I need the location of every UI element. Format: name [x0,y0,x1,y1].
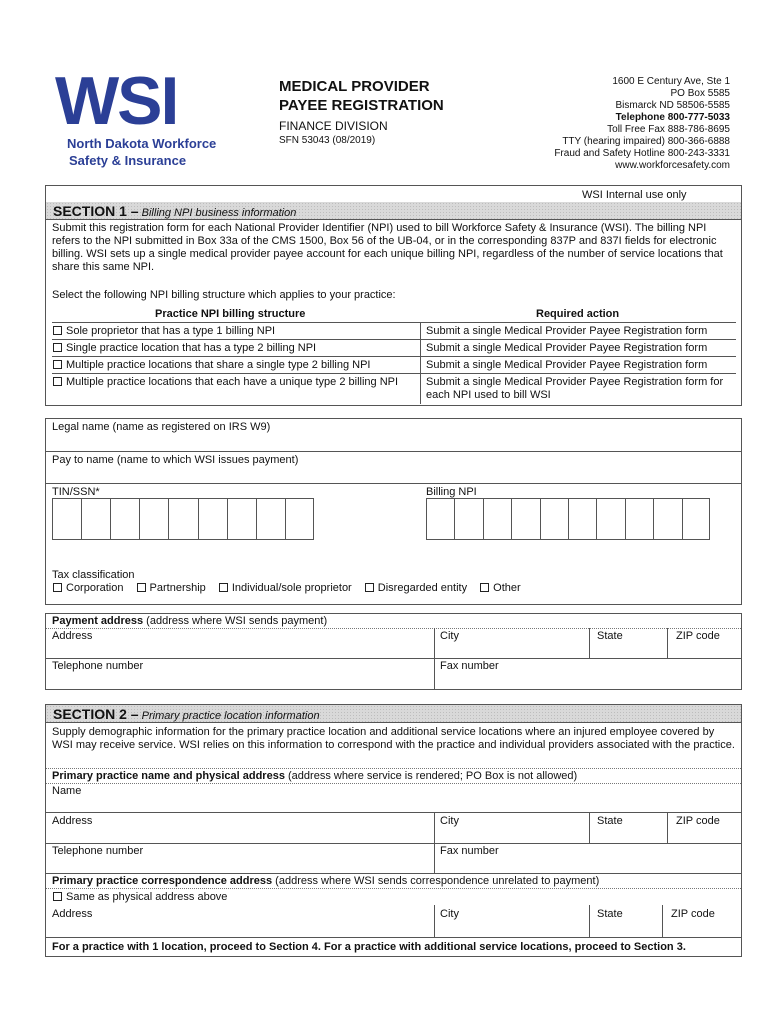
tax-option-individual[interactable] [219,582,352,594]
billing-npi-label: Billing NPI [426,486,477,498]
section2-title: SECTION 2 – [53,706,139,722]
payment-zip-label: ZIP code [676,630,720,642]
digit-cell-divider [285,498,286,540]
physical-address-heading [52,770,577,782]
payment-city-input[interactable] [435,644,589,658]
logo-subtitle-2: Safety & Insurance [69,153,187,168]
tax-option-corporation[interactable] [53,582,123,594]
correspondence-zip-label: ZIP code [671,908,715,920]
digit-cell-divider [198,498,199,540]
tax-option-disregarded[interactable] [365,582,467,594]
structure-option-multiple-shared[interactable] [53,359,371,371]
logo-wordmark: WSI [55,63,178,139]
physical-state-input[interactable] [590,829,667,843]
digit-cell-divider [483,498,484,540]
option-label: Sole proprietor that has a type 1 billing NPI [66,325,276,337]
pay-to-name-label: Pay to name (name to which WSI issues payment) [52,454,299,466]
legal-name-input[interactable] [46,435,741,451]
section1-subtitle: Billing NPI business information [141,207,297,219]
payment-address-label: Address [52,630,93,642]
address-line: PO Box 5585 [670,88,730,99]
checkbox[interactable] [365,583,374,592]
physical-address-desc: (address where service is rendered; PO Box is not allowed) [288,770,578,782]
option-label: Partnership [149,582,206,594]
payment-state-input[interactable] [590,644,667,658]
correspondence-address-heading [52,875,599,887]
section2-heading [53,706,320,722]
payment-address-desc: (address where WSI sends payment) [146,615,328,627]
tax-option-other[interactable] [480,582,521,594]
digit-cell-divider [168,498,169,540]
digit-cell-divider [568,498,569,540]
payment-fax-input[interactable] [435,674,741,689]
logo-subtitle-1: North Dakota Workforce [67,136,217,151]
physical-zip-label: ZIP code [676,815,720,827]
structure-option-multiple-unique[interactable] [53,376,398,388]
checkbox[interactable] [219,583,228,592]
structure-option-sole-proprietor[interactable] [53,325,275,337]
section1-heading [53,203,296,219]
digit-cell-divider [139,498,140,540]
physical-city-label: City [440,815,459,827]
payment-fax-label: Fax number [440,660,499,672]
title-line-1: MEDICAL PROVIDER [279,78,430,95]
option-label: Single practice location that has a type 2 billing NPI [66,342,317,354]
internal-use-label: WSI Internal use only [582,189,687,201]
option-label: Same as physical address above [66,891,228,903]
checkbox[interactable] [53,377,62,386]
legal-name-label: Legal name (name as registered on IRS W9) [52,421,271,433]
physical-fax-label: Fax number [440,845,499,857]
payment-state-label: State [597,630,623,642]
option-label: Multiple practice locations that share a single type 2 billing NPI [66,359,371,371]
form-title [279,77,444,147]
payment-address-bold: Payment address [52,615,144,627]
payment-city-label: City [440,630,459,642]
payment-zip-input[interactable] [668,644,741,658]
correspondence-address-input[interactable] [46,921,434,937]
digit-cell-divider [596,498,597,540]
checkbox[interactable] [53,583,62,592]
digit-cell-divider [81,498,82,540]
address-line: Bismarck ND 58506-5585 [615,100,730,111]
digit-cell-divider [256,498,257,540]
division: FINANCE DIVISION [279,119,388,133]
pay-to-name-input[interactable] [46,468,741,483]
website-line: www.workforcesafety.com [615,160,730,171]
section2-subtitle: Primary practice location information [141,710,320,722]
checkbox[interactable] [480,583,489,592]
tin-ssn-input[interactable] [52,498,314,540]
physical-zip-input[interactable] [668,829,741,843]
section2-intro: Supply demographic information for the primary practice location and additional service locations where an injured employee covered by WSI may receive service. WSI relies on this information to correspond with the practice and individual providers associated with the practice. [52,726,735,751]
digit-cell-divider [653,498,654,540]
address-line: Toll Free Fax 888-786-8695 [607,124,730,135]
physical-state-label: State [597,815,623,827]
payment-telephone-input[interactable] [46,674,434,689]
option-label: Disregarded entity [377,582,468,594]
form-number: SFN 53043 (08/2019) [279,135,376,146]
table-header-structure: Practice NPI billing structure [155,308,306,320]
title-line-2: PAYEE REGISTRATION [279,97,444,114]
checkbox[interactable] [53,892,62,901]
payment-address-heading [52,615,327,627]
digit-cell-divider [454,498,455,540]
correspondence-state-input[interactable] [590,921,662,937]
correspondence-city-input[interactable] [435,921,589,937]
correspondence-address-label: Address [52,908,93,920]
select-structure-text: Select the following NPI billing structure which applies to your practice: [52,289,396,301]
checkbox[interactable] [53,360,62,369]
section1-title: SECTION 1 – [53,203,139,219]
practice-name-input[interactable] [46,798,741,812]
table-header-action: Required action [536,308,620,320]
payment-telephone-label: Telephone number [52,660,144,672]
correspondence-address-bold: Primary practice correspondence address [52,875,273,887]
physical-telephone-label: Telephone number [52,845,144,857]
option-label: Other [493,582,521,594]
option-label: Corporation [66,582,124,594]
section2-footer-note: For a practice with 1 location, proceed to Section 4. For a practice with additional service locations, proceed to Section 3. [52,941,686,953]
address-line: 1600 E Century Ave, Ste 1 [612,76,730,87]
checkbox[interactable] [53,343,62,352]
correspondence-zip-input[interactable] [663,921,741,937]
digit-cell-divider [110,498,111,540]
structure-option-single-location[interactable] [53,342,316,354]
digit-cell-divider [227,498,228,540]
physical-address-label: Address [52,815,93,827]
telephone-line: Telephone 800-777-5033 [615,112,730,123]
digit-cell-divider [682,498,683,540]
checkbox[interactable] [53,326,62,335]
digit-cell-divider [540,498,541,540]
digit-cell-divider [511,498,512,540]
physical-address-input[interactable] [46,829,434,843]
payment-address-input[interactable] [46,644,434,658]
section1-intro: Submit this registration form for each National Provider Identifier (NPI) used to bill Workforce Safety & Insurance (WSI). The billing NPI refers to the NPI submitted in Box 33a of the CMS 1500, Box 56 of the UB-04, or in the corresponding 837P and 837I fields for electronic billing. WSI sets up a single medical provider payee account for each unique billing NPI, regardless of the number of service locations that share this same NPI. [52,222,723,273]
required-action: Submit a single Medical Provider Payee Registration form for each NPI used to bill WSI [426,376,724,401]
physical-telephone-input[interactable] [46,859,434,873]
tax-classification-options [53,582,521,594]
same-as-physical-option[interactable] [53,891,227,903]
correspondence-address-desc: (address where WSI sends correspondence unrelated to payment) [275,875,600,887]
option-label: Multiple practice locations that each have a unique type 2 billing NPI [66,376,399,388]
correspondence-city-label: City [440,908,459,920]
practice-name-label: Name [52,785,82,797]
tin-ssn-label: TIN/SSN* [52,486,100,498]
correspondence-state-label: State [597,908,623,920]
tax-option-partnership[interactable] [137,582,206,594]
required-action: Submit a single Medical Provider Payee Registration form [426,342,708,354]
required-action: Submit a single Medical Provider Payee Registration form [426,359,708,371]
address-line: TTY (hearing impaired) 800-366-6888 [562,136,730,147]
checkbox[interactable] [137,583,146,592]
agency-address [554,76,730,172]
address-line: Fraud and Safety Hotline 800-243-3331 [554,148,730,159]
required-action: Submit a single Medical Provider Payee Registration form [426,325,708,337]
tax-classification-label: Tax classification [52,569,135,581]
physical-city-input[interactable] [435,829,589,843]
digit-cell-divider [625,498,626,540]
physical-fax-input[interactable] [435,859,741,873]
wsi-logo [55,63,217,170]
physical-address-bold: Primary practice name and physical address [52,770,285,782]
option-label: Individual/sole proprietor [231,582,352,594]
